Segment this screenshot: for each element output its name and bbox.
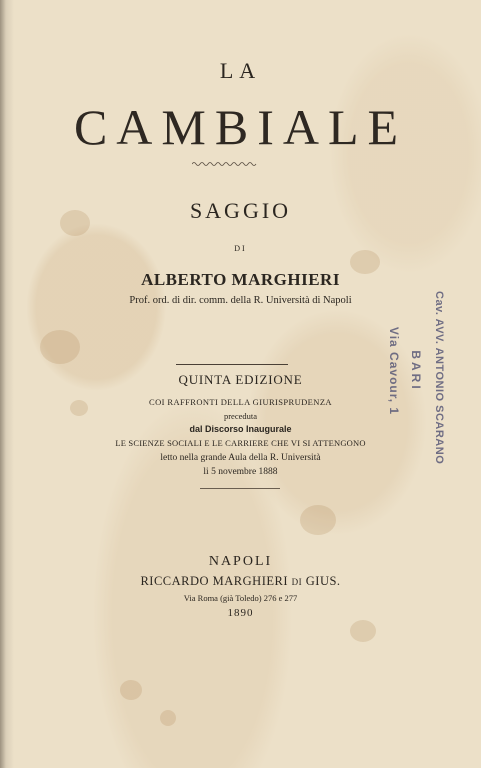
- divider-rule: [176, 364, 288, 365]
- publication-city: NAPOLI: [208, 554, 273, 569]
- edition-note: letto nella grande Aula della R. Università: [160, 453, 321, 463]
- publisher: [0, 574, 481, 589]
- edition: QUINTA EDIZIONE: [178, 372, 303, 387]
- edition-note: COI RAFFRONTI DELLA GIURISPRUDENZA: [149, 397, 332, 407]
- author-name: ALBERTO MARGHIERI: [141, 270, 340, 289]
- title-article: LA: [219, 58, 262, 83]
- ownership-stamp: [345, 291, 481, 465]
- foxing-spot: [160, 710, 176, 726]
- by-label: DI: [234, 244, 247, 253]
- stamp-line: BARI: [409, 350, 423, 392]
- foxing-spot: [350, 620, 376, 642]
- foxing-spot: [120, 680, 142, 700]
- stamp-line: Cav. AVV. ANTONIO SCARANO: [433, 291, 445, 465]
- edition-note: LE SCIENZE SOCIALI E LE CARRIERE CHE VI SI ATTENGONO: [115, 438, 366, 448]
- divider-rule: [200, 488, 280, 489]
- book-subtitle: SAGGIO: [189, 198, 292, 223]
- book-title: CAMBIALE: [73, 99, 408, 155]
- publisher-name: RICCARDO MARGHIERI: [140, 574, 288, 588]
- publisher-suffix: GIUS.: [305, 574, 341, 588]
- edition-note: li 5 novembre 1888: [203, 467, 278, 477]
- publisher-address: Via Roma (già Toledo) 276 e 277: [183, 593, 298, 603]
- foxing-spot: [300, 505, 336, 535]
- edition-note: dal Discorso Inaugurale: [189, 424, 292, 434]
- ornamental-rule: [192, 160, 258, 168]
- stamp-line: Via Cavour, 1: [387, 326, 401, 416]
- foxing-spot: [40, 330, 80, 364]
- author-credentials: Prof. ord. di dir. comm. della R. Università di Napoli: [129, 295, 352, 306]
- edition-note: preceduta: [223, 411, 258, 421]
- publisher-di: DI: [291, 577, 303, 587]
- publication-year: 1890: [227, 607, 254, 619]
